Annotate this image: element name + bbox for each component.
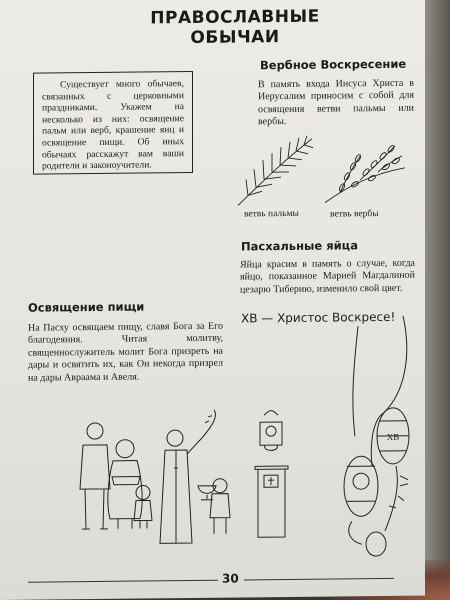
easter-eggs-text: Яйца красим в память о случае, когда яйцо, показанное Марией Магдалиной цезарю Тиберию, изменило свой цвет. — [240, 257, 415, 296]
woman-figure-icon — [108, 440, 142, 529]
boy-figure-icon — [210, 479, 230, 534]
palm-sunday-text: В память входа Иисуса Христа в Иерусалим приносим с собой для освящения ветви пальмы или вербы. — [258, 77, 414, 128]
table-lectern-icon — [255, 466, 288, 537]
easter-greeting: ХВ — Христос Воскресе! — [241, 309, 396, 326]
intro-box: Существует много обычаев, связанных с церковными праздниками. Укажем на несколько из них: освящение пальм или верб, крашение яиц и освящение пищи. Об иных обычаях расскажут вам ваши родители и законоучители. — [33, 71, 193, 175]
blessing-food-heading: Освящение пищи — [28, 299, 145, 315]
palm-caption: ветвь пальмы — [244, 208, 299, 220]
page-title: ПРАВОСЛАВНЫЕ ОБЫЧАИ — [150, 6, 320, 49]
willow-caption: ветвь вербы — [330, 209, 379, 220]
palm-sunday-heading: Вербное Воскресение — [260, 56, 407, 73]
man-figure-icon — [80, 423, 110, 529]
egg-letters: ХВ — [386, 431, 400, 442]
girl-figure-icon — [134, 485, 152, 528]
page-number: 30 — [222, 571, 239, 586]
priest-figure-icon — [160, 410, 216, 544]
blessing-food-text: На Пасху освящаем пищу, славя Бога за Его благодеяния. Читая молитву, священнослужитель молит Бога призреть на дары и освятить их, как Он некогда призрел на дары Авраама и Авеля. — [28, 320, 223, 384]
church-icon-frame-icon — [260, 411, 282, 451]
easter-eggs-heading: Пасхальные яйца — [241, 238, 358, 254]
